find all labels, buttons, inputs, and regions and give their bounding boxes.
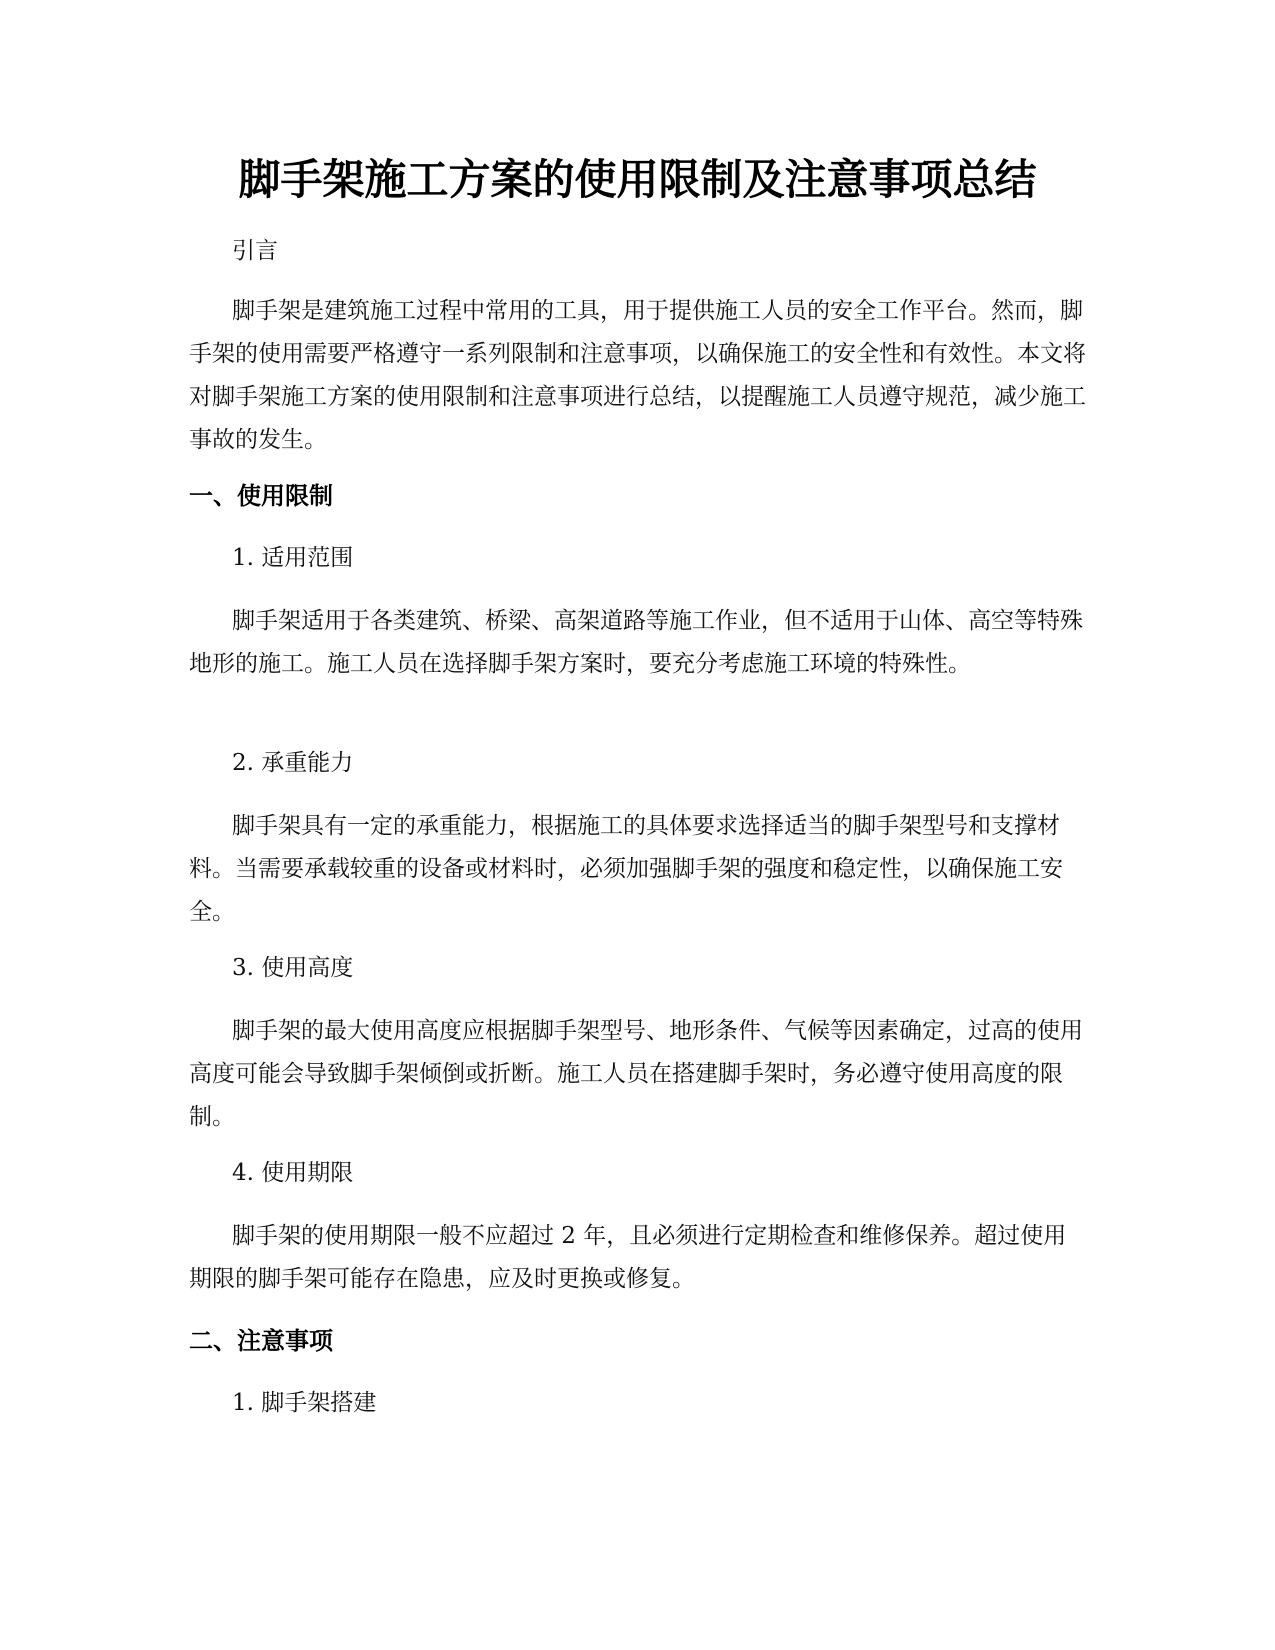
intro-label: 引言 <box>232 238 278 264</box>
subsection-label-scope: 1. 适用范围 <box>232 545 354 571</box>
subsection-label-load-capacity: 2. 承重能力 <box>232 750 354 776</box>
subsection-paragraph-service-life: 脚手架的使用期限一般不应超过 2 年，且必须进行定期检查和维修保养。超过使用期限的脚手架可能存在隐患，应及时更换或修复。 <box>189 1223 1067 1292</box>
subsection-paragraph-load-capacity: 脚手架具有一定的承重能力，根据施工的具体要求选择适当的脚手架型号和支撑材料。当需要承载较重的设备或材料时，必须加强脚手架的强度和稳定性，以确保施工安全。 <box>189 813 1063 925</box>
subsection-paragraph-scope: 脚手架适用于各类建筑、桥梁、高架道路等施工作业，但不适用于山体、高空等特殊地形的施工。施工人员在选择脚手架方案时，要充分考虑施工环境的特殊性。 <box>189 608 1083 677</box>
intro-paragraph: 脚手架是建筑施工过程中常用的工具，用于提供施工人员的安全工作平台。然而，脚手架的使用需要严格遵守一系列限制和注意事项，以确保施工的安全性和有效性。本文将对脚手架施工方案的使用限制和注意事项进行总结，以提醒施工人员遵守规范，减少施工事故的发生。 <box>189 298 1086 453</box>
subsection-label-height: 3. 使用高度 <box>232 955 354 981</box>
document-title: 脚手架施工方案的使用限制及注意事项总结 <box>238 155 1037 204</box>
subsection-label-service-life: 4. 使用期限 <box>232 1160 354 1186</box>
subsection-label-erection: 1. 脚手架搭建 <box>232 1390 377 1416</box>
section-heading-precautions: 二、注意事项 <box>189 1327 333 1355</box>
section-heading-usage-limits: 一、使用限制 <box>189 482 333 510</box>
subsection-paragraph-height: 脚手架的最大使用高度应根据脚手架型号、地形条件、气候等因素确定，过高的使用高度可能会导致脚手架倾倒或折断。施工人员在搭建脚手架时，务必遵守使用高度的限制。 <box>189 1018 1083 1130</box>
